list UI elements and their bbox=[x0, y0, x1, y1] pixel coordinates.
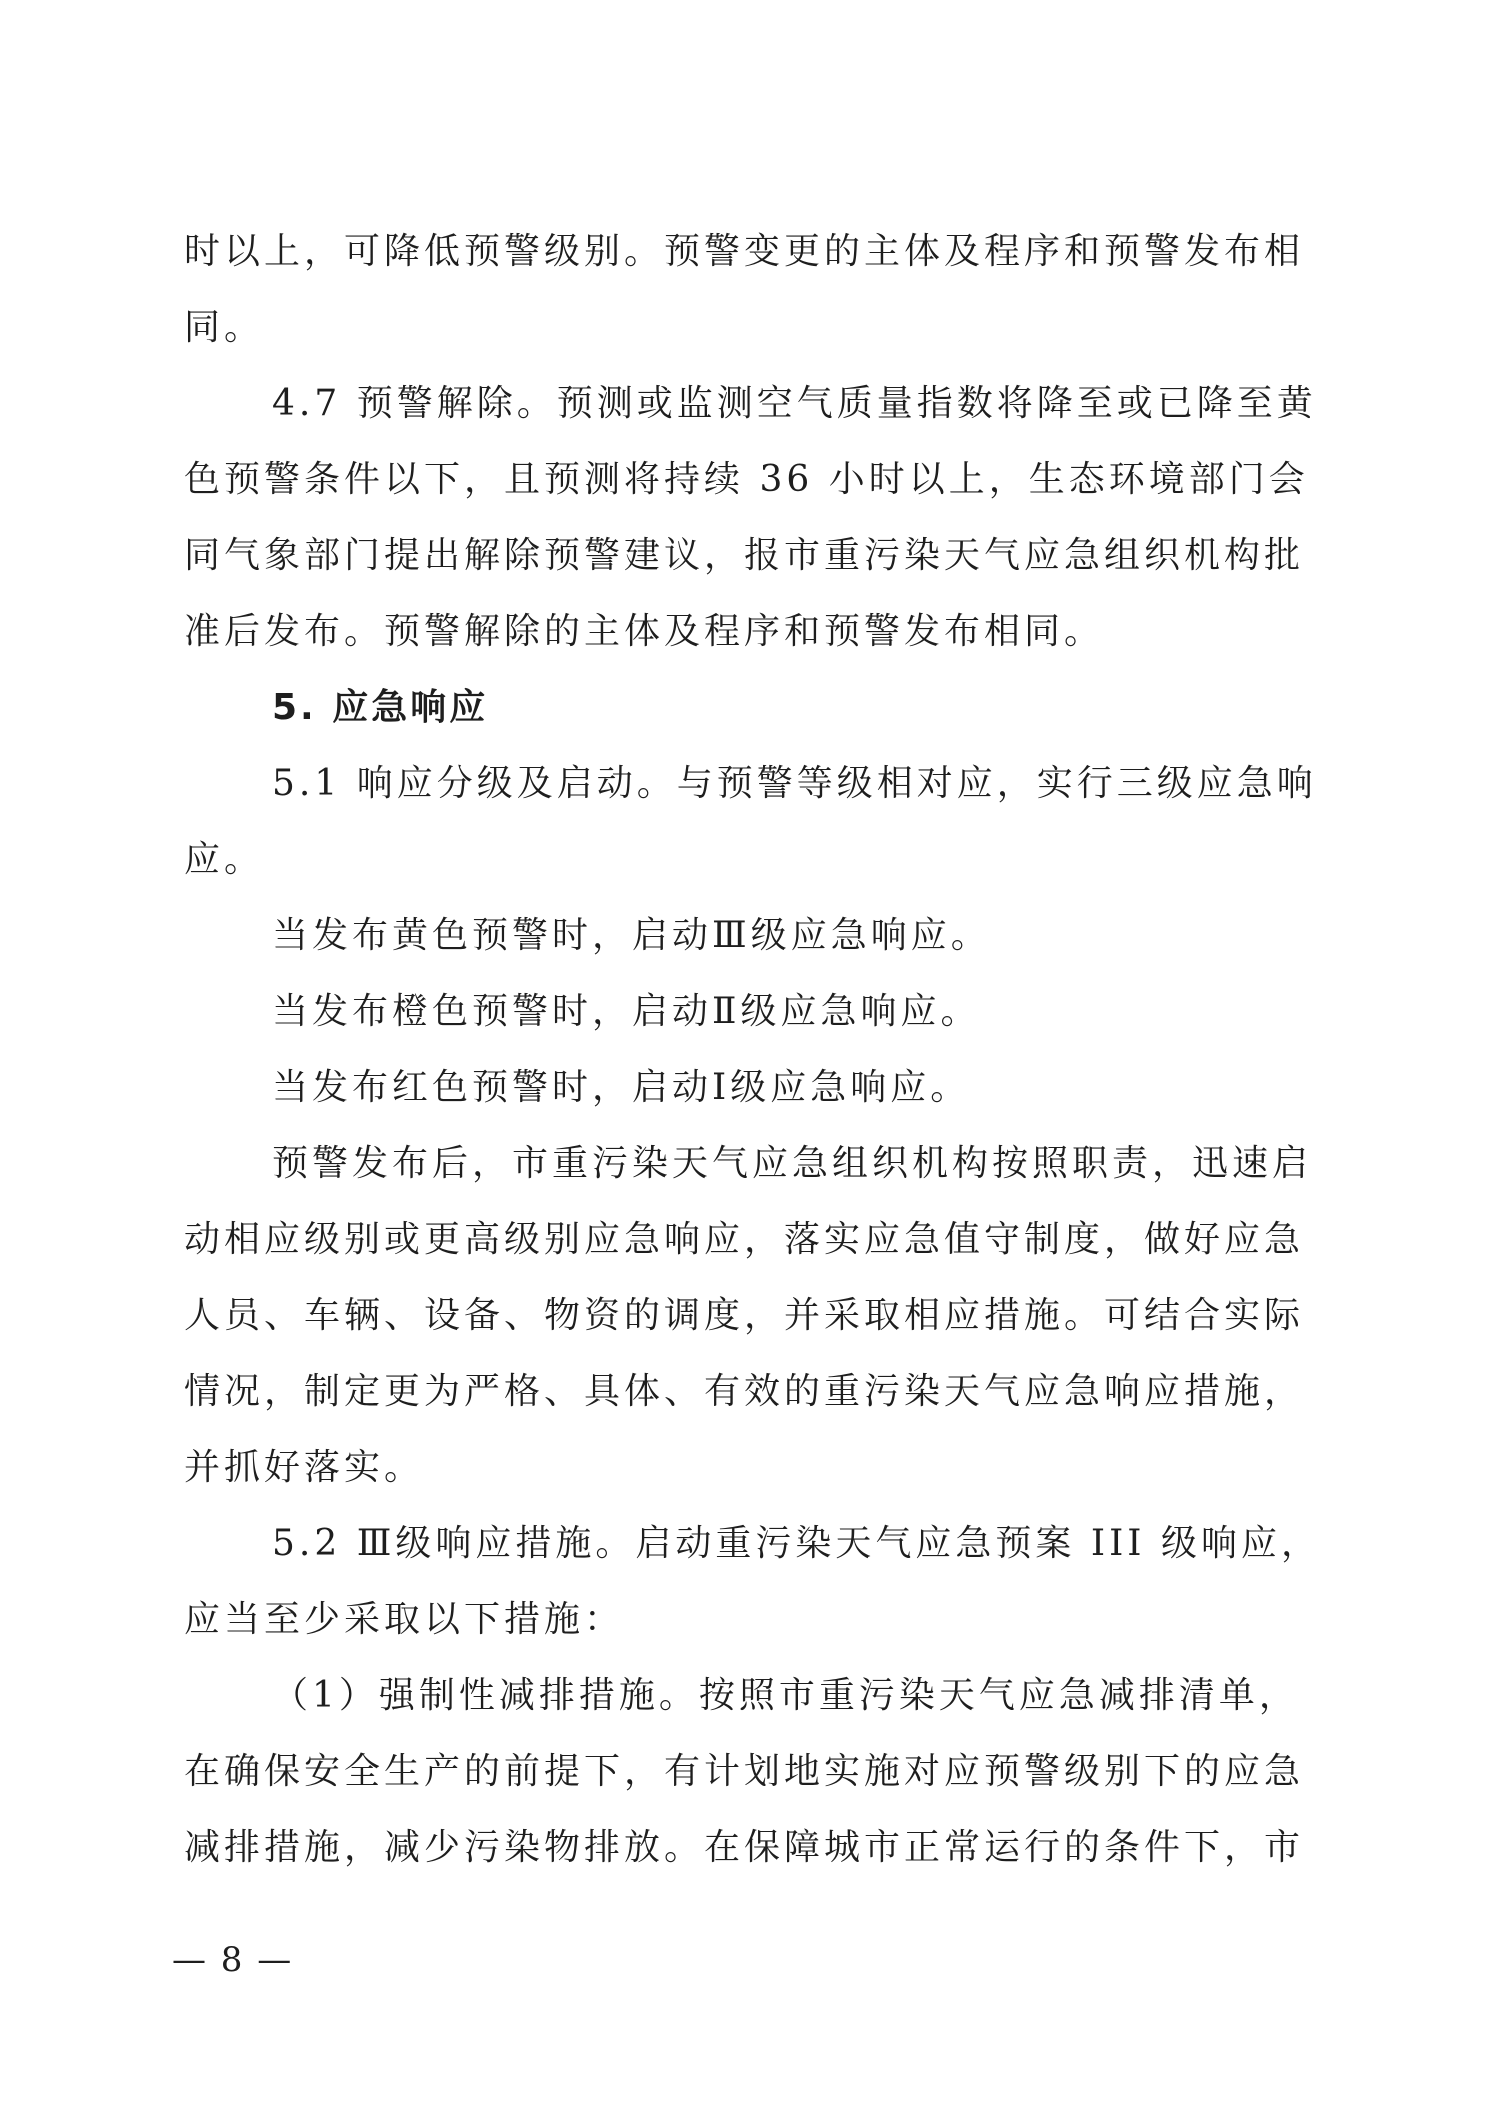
text-line-1: 时以上，可降低预警级别。预警变更的主体及程序和预警发布相 bbox=[184, 231, 1305, 272]
text-line-8: 5.1 响应分级及启动。与预警等级相对应，实行三级应急响 bbox=[272, 763, 1317, 804]
text-line-6: 准后发布。预警解除的主体及程序和预警发布相同。 bbox=[184, 611, 1105, 652]
text-line-18: 5.2 Ⅲ级响应措施。启动重污染天气应急预案 III 级响应， bbox=[272, 1523, 1321, 1564]
text-line-13: 预警发布后，市重污染天气应急组织机构按照职责，迅速启 bbox=[272, 1143, 1313, 1184]
text-line-12: 当发布红色预警时，启动Ⅰ级应急响应。 bbox=[272, 1067, 971, 1108]
text-line-4: 色预警条件以下，且预测将持续 36 小时以上，生态环境部门会 bbox=[184, 459, 1309, 500]
text-line-22: 减排措施，减少污染物排放。在保障城市正常运行的条件下，市 bbox=[184, 1827, 1305, 1868]
text-line-9: 应。 bbox=[184, 839, 265, 880]
text-line-17: 并抓好落实。 bbox=[184, 1447, 425, 1488]
text-line-11: 当发布橙色预警时，启动Ⅱ级应急响应。 bbox=[272, 991, 981, 1032]
text-line-21: 在确保安全生产的前提下，有计划地实施对应预警级别下的应急 bbox=[184, 1751, 1305, 1792]
text-line-10: 当发布黄色预警时，启动Ⅲ级应急响应。 bbox=[272, 915, 991, 956]
text-line-14: 动相应级别或更高级别应急响应，落实应急值守制度，做好应急 bbox=[184, 1219, 1305, 1260]
text-line-5: 同气象部门提出解除预警建议，报市重污染天气应急组织机构批 bbox=[184, 535, 1305, 576]
text-line-3: 4.7 预警解除。预测或监测空气质量指数将降至或已降至黄 bbox=[272, 383, 1317, 424]
text-line-16: 情况，制定更为严格、具体、有效的重污染天气应急响应措施， bbox=[184, 1371, 1305, 1412]
text-line-20: （1）强制性减排措施。按照市重污染天气应急减排清单， bbox=[272, 1675, 1299, 1716]
section-heading: 5. 应急响应 bbox=[272, 687, 489, 728]
page-number: — 8 — bbox=[172, 1940, 294, 1980]
text-line-15: 人员、车辆、设备、物资的调度，并采取相应措施。可结合实际 bbox=[184, 1295, 1305, 1336]
text-line-19: 应当至少采取以下措施： bbox=[184, 1599, 625, 1640]
text-line-2: 同。 bbox=[184, 307, 265, 348]
